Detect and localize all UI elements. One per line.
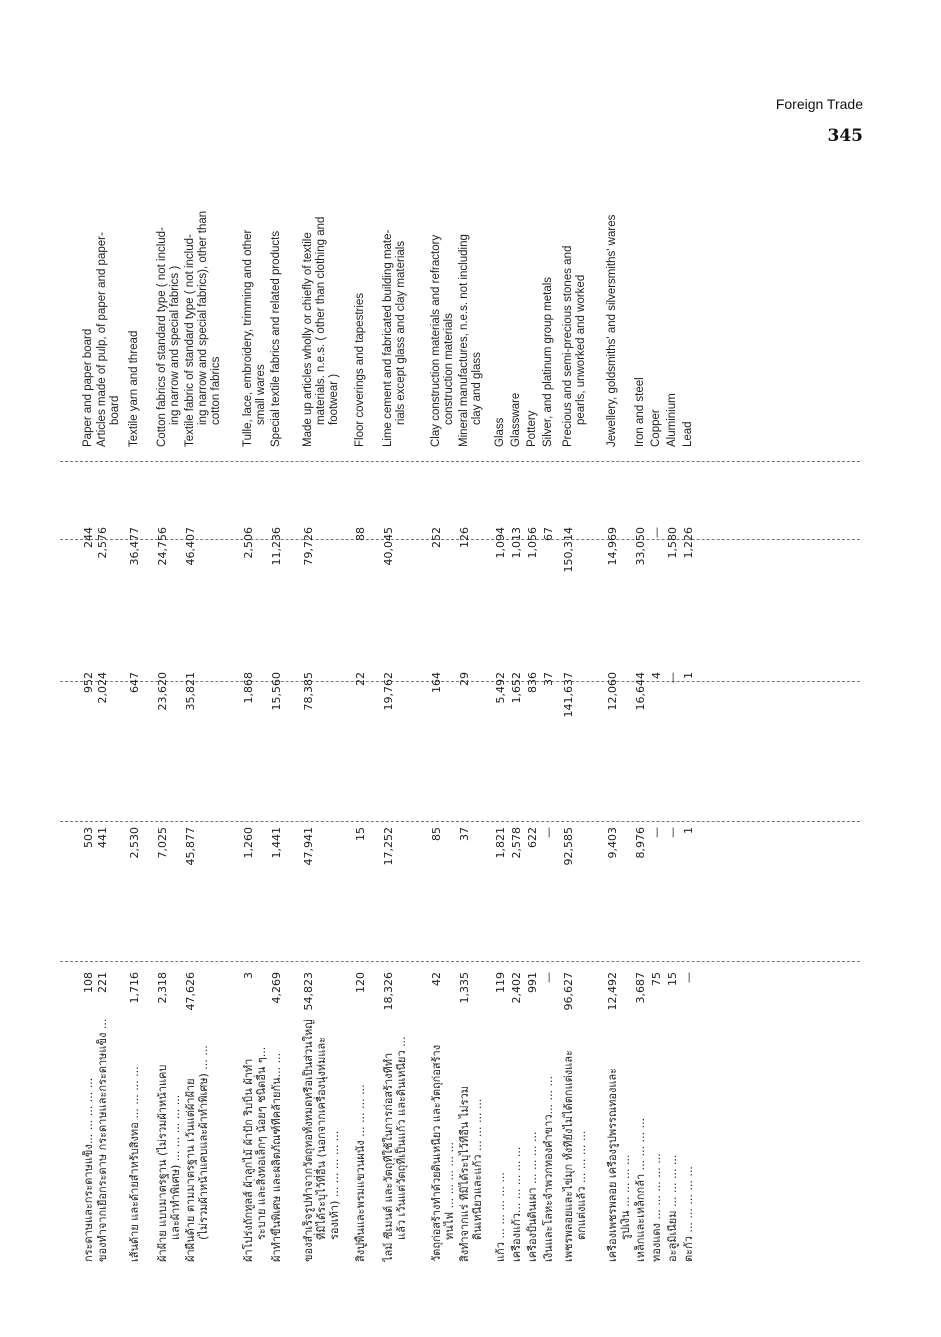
trade-table — [66, 162, 866, 1262]
value-cell: 37 — [542, 672, 555, 686]
value-cell: 108 — [82, 972, 95, 993]
thai-line: ตะกั่ว ... ... ... ... ... — [682, 1166, 695, 1262]
value-cell: 37 — [458, 827, 471, 841]
thai-line: เงินและโลหะจำพวกทองคำขาว... ... ... — [542, 1075, 555, 1262]
value-cell: 7,025 — [156, 827, 169, 859]
value-cell: 24,756 — [156, 527, 169, 566]
thai-line: ทนไฟ ... ... ... ... ... — [443, 1141, 456, 1240]
english-line: Mineral manufactures, n.e.s. not including — [458, 234, 470, 447]
english-line: Articles made of pulp, of paper and paper- — [96, 232, 108, 447]
english-line: cotton fabrics — [210, 356, 222, 425]
english-line: Aluminium — [666, 393, 678, 447]
value-cell: — — [666, 827, 679, 838]
english-line: Made up articles wholly or chiefly of textile — [302, 232, 314, 447]
english-description — [562, 0, 588, 447]
english-line: rials except glass and clay materials — [395, 240, 407, 425]
value-cell: 120 — [354, 972, 367, 993]
value-cell: 4 — [650, 672, 663, 679]
value-cell: 15 — [354, 827, 367, 841]
english-line: clay and glass — [471, 352, 483, 425]
value-cell: — — [682, 972, 695, 983]
english-line: Glass — [494, 417, 506, 447]
value-cell: 1,226 — [682, 527, 695, 559]
value-cell: 150,314 — [562, 527, 575, 573]
value-cell: 2,318 — [156, 972, 169, 1004]
value-cell: 1,013 — [510, 527, 523, 559]
english-description — [494, 0, 507, 447]
value-cell: 47,626 — [184, 972, 197, 1011]
english-description — [302, 0, 341, 447]
english-description — [156, 0, 182, 447]
value-cell: 75 — [650, 972, 663, 986]
value-cell: 1,335 — [458, 972, 471, 1004]
english-line: Precious and semi-precious stones and — [562, 245, 574, 447]
thai-line: เส้นด้าย และด้ายสำหรับสิ่งทอ ... ... ... ... — [128, 1066, 141, 1262]
value-cell: 1,821 — [494, 827, 507, 859]
thai-line: สิ่งทำจากแร่ ที่มิได้ระบุไว้ที่อื่น ไม่รวม — [458, 1086, 471, 1262]
value-cell: 991 — [526, 972, 539, 993]
value-cell: 244 — [82, 527, 95, 548]
value-cell: 42 — [430, 972, 443, 986]
value-cell: 1,580 — [666, 527, 679, 559]
english-line: Glassware — [510, 392, 522, 447]
english-description — [354, 0, 367, 447]
english-description — [382, 0, 408, 447]
value-cell: 12,492 — [606, 972, 619, 1011]
english-line: Textile yarn and thread — [128, 330, 140, 447]
value-cell: 22 — [354, 672, 367, 686]
english-line: Silver, and platinum group metals — [542, 276, 554, 447]
thai-line: ของสำเร็จรูปทำจากวัตถุทอทั้งหมดหรือเป็นส่วนใหญ่ — [302, 1019, 315, 1262]
value-cell: 46,407 — [184, 527, 197, 566]
column-rule — [60, 961, 860, 962]
value-cell: 441 — [96, 827, 109, 848]
value-cell: 221 — [96, 972, 109, 993]
value-cell: 96,627 — [562, 972, 575, 1011]
english-line: Pottery — [526, 410, 538, 447]
thai-line: กระดาษและกระดาษแข็ง... ... ... ... ... — [82, 1077, 95, 1262]
english-line: Jewellery, goldsmiths' and silversmiths' wares — [606, 214, 618, 447]
value-cell: 2,530 — [128, 827, 141, 859]
value-cell: 35,821 — [184, 672, 197, 711]
value-cell: 1,868 — [242, 672, 255, 704]
thai-line: (ไม่รวมผ้าหน้าแคบและผ้าทำพิเศษ) ... ... — [197, 1045, 210, 1240]
value-cell: 2,578 — [510, 827, 523, 859]
thai-line: ตกแต่งแล้ว ... ... ... ... — [575, 1130, 588, 1240]
value-cell: 126 — [458, 527, 471, 548]
value-cell: 54,823 — [302, 972, 315, 1011]
page-number: 345 — [827, 126, 863, 146]
english-line: Cotton fabrics of standard type ( not includ- — [156, 227, 168, 447]
value-cell: 36,477 — [128, 527, 141, 566]
english-description — [542, 0, 555, 447]
value-cell: 1 — [682, 672, 695, 679]
value-cell: 2,402 — [510, 972, 523, 1004]
thai-line: เพชรพลอยและไข่มุก ทั้งที่ยังไม่ได้ตกแต่งและ — [562, 1050, 575, 1262]
english-line: materials. n.e.s. ( other than clothing and — [315, 216, 327, 425]
english-description — [96, 0, 122, 447]
english-description — [682, 0, 695, 447]
value-cell: 15,560 — [270, 672, 283, 711]
section-title: Foreign Trade — [775, 96, 863, 112]
english-description — [650, 0, 663, 447]
value-cell: — — [650, 827, 663, 838]
thai-line: เหล็กและเหล็กกล้า ... ... ... ... — [634, 1117, 647, 1262]
english-line: construction materials — [443, 313, 455, 425]
thai-line: สิ่งปูพื้นและพรมแขวนผนัง ... ... ... ... — [354, 1084, 367, 1262]
value-cell: 16,644 — [634, 672, 647, 711]
english-description — [510, 0, 523, 447]
english-line: Lead — [682, 421, 694, 447]
value-cell: 67 — [542, 527, 555, 541]
english-line: ing narrow and special fabrics), other than — [197, 210, 209, 425]
value-cell: 14,969 — [606, 527, 619, 566]
value-cell: 12,060 — [606, 672, 619, 711]
value-cell: 19,762 — [382, 672, 395, 711]
value-cell: 119 — [494, 972, 507, 993]
value-cell: 23,620 — [156, 672, 169, 711]
thai-line: วัตถุก่อสร้างทำด้วยดินเหนียว และวัตถุก่อสร้าง — [430, 1044, 443, 1262]
value-cell: 1,094 — [494, 527, 507, 559]
thai-line: รองเท้า) ... ... ... ... ... — [328, 1130, 341, 1240]
english-line: Tulle, lace, embroidery, trimming and other — [242, 229, 254, 447]
value-cell: 1,056 — [526, 527, 539, 559]
english-line: small wares — [255, 364, 267, 425]
value-cell: 503 — [82, 827, 95, 848]
english-line: Iron and steel — [634, 377, 646, 447]
value-cell: — — [650, 527, 663, 538]
value-cell: 11,236 — [270, 527, 283, 566]
value-cell: 3,687 — [634, 972, 647, 1004]
english-line: Paper and paper board — [82, 328, 94, 447]
value-cell: — — [542, 972, 555, 983]
thai-line: ดินเหนียวและแก้ว ... ... ... ... — [471, 1098, 484, 1240]
value-cell: 2,506 — [242, 527, 255, 559]
english-line: Floor coverings and tapestries — [354, 292, 366, 447]
english-description — [184, 0, 223, 447]
value-cell: 92,585 — [562, 827, 575, 866]
value-cell: 78,385 — [302, 672, 315, 711]
value-cell: 1,652 — [510, 672, 523, 704]
english-line: board — [109, 395, 121, 425]
value-cell: 622 — [526, 827, 539, 848]
value-cell: 4,269 — [270, 972, 283, 1004]
thai-line: อะลูมิเนียม ... ... ... ... — [666, 1154, 679, 1262]
english-description — [526, 0, 539, 447]
value-cell: — — [666, 672, 679, 683]
thai-line: ผ้าผืนด้าย ตามมาตรฐาน เว้นแต่ผ้าฝ้าย — [184, 1078, 197, 1262]
thai-line: เครื่องเพชรพลอย เครื่องรูปพรรณทองและ — [606, 1067, 619, 1262]
value-cell: — — [542, 827, 555, 838]
english-line: Textile fabric of standard type ( not includ- — [184, 234, 196, 447]
value-cell: 647 — [128, 672, 141, 693]
value-cell: 1,260 — [242, 827, 255, 859]
english-description — [270, 0, 283, 447]
column-rule — [60, 821, 860, 822]
english-line: ing narrow and special fabrics ) — [169, 265, 181, 425]
thai-line: รูปเงิน ... ... ... ... — [619, 1154, 632, 1240]
english-description — [128, 0, 141, 447]
value-cell: 45,877 — [184, 827, 197, 866]
thai-line: ระบาย และสิ่งทอเล็กๆ น้อยๆ ชนิดอื่น ๆ... — [255, 1046, 268, 1240]
value-cell: 952 — [82, 672, 95, 693]
value-cell: 1 — [682, 827, 695, 834]
value-cell: 2,024 — [96, 672, 109, 704]
value-cell: 5,492 — [494, 672, 507, 704]
thai-line: แล้ว เว้นแต่วัตถุที่เป็นแก้ว และดินเหนียว ... — [395, 1036, 408, 1240]
english-description — [242, 0, 268, 447]
value-cell: 18,326 — [382, 972, 395, 1011]
thai-line: ไลม์ ซีเมนต์ และวัตถุที่ใช้ในการก่อสร้างที่ทำ — [382, 1052, 395, 1262]
value-cell: 836 — [526, 672, 539, 693]
value-cell: 79,726 — [302, 527, 315, 566]
value-cell: 9,403 — [606, 827, 619, 859]
value-cell: 252 — [430, 527, 443, 548]
thai-line: เครื่องแก้ว... ... ... ... ... — [510, 1146, 523, 1262]
value-cell: 29 — [458, 672, 471, 686]
value-cell: 88 — [354, 527, 367, 541]
thai-line: ที่มิได้ระบุไว้ที่อื่น (นอกจากเครื่องนุ่งห่มและ — [315, 1036, 328, 1240]
english-line: Clay construction materials and refractory — [430, 234, 442, 447]
value-cell: 85 — [430, 827, 443, 841]
english-description — [430, 0, 456, 447]
english-line: Lime cement and fabricated building mate- — [382, 229, 394, 447]
thai-line: เครื่องปั้นดินเผา ... ... ... ... — [526, 1131, 539, 1262]
english-line: Copper — [650, 409, 662, 447]
value-cell: 164 — [430, 672, 443, 693]
thai-line: ผ้าฝ้าย แบบมาตรฐาน (ไม่รวมผ้าหน้าแคบ — [156, 1064, 169, 1262]
value-cell: 47,941 — [302, 827, 315, 866]
value-cell: 1,716 — [128, 972, 141, 1004]
english-description — [458, 0, 484, 447]
thai-line: ทองแดง ... ... ... ... ... — [650, 1153, 663, 1262]
value-cell: 8,976 — [634, 827, 647, 859]
english-line: footwear ) — [328, 373, 340, 425]
value-cell: 15 — [666, 972, 679, 986]
value-cell: 141,637 — [562, 672, 575, 718]
value-cell: 1,441 — [270, 827, 283, 859]
value-cell: 3 — [242, 972, 255, 979]
english-line: Special textile fabrics and related products — [270, 230, 282, 447]
thai-line: แก้ว ... ... ... ... ... — [494, 1172, 507, 1262]
value-cell: 40,045 — [382, 527, 395, 566]
value-cell: 2,576 — [96, 527, 109, 559]
thai-line: ผ้าโปร่งถักทูลส์ ผ้าลูกไม้ ผ้าปัก ริบบิ้น ผ้าทำ — [242, 1058, 255, 1262]
thai-line: ผ้าทำขึ้นพิเศษ และผลิตภัณฑ์ที่คล้ายกัน... ... — [270, 1052, 283, 1262]
english-description — [666, 0, 679, 447]
thai-line: ของทำจากเยื่อกระดาษ กระดาษและกระดาษแข็ง ... — [96, 1018, 109, 1262]
english-line: pearls, unworked and worked — [575, 274, 587, 425]
english-description — [82, 0, 95, 447]
english-description — [606, 0, 619, 447]
column-rule — [60, 461, 860, 462]
value-cell: 17,252 — [382, 827, 395, 866]
value-cell: 33,050 — [634, 527, 647, 566]
english-description — [634, 0, 647, 447]
thai-line: และผ้าทำพิเศษ) ... ... ... ... ... — [169, 1094, 182, 1240]
